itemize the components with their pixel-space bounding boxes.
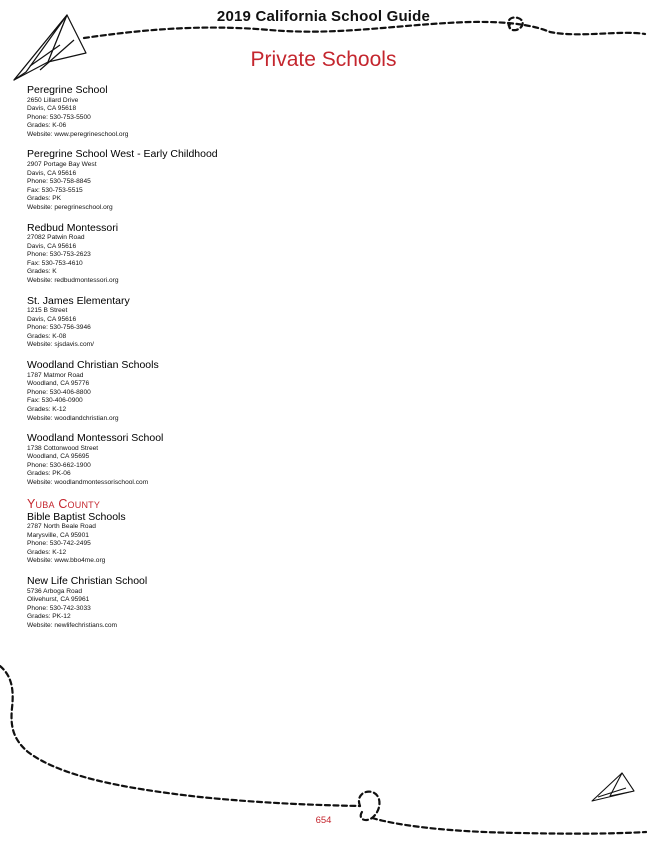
- school-detail: Grades: PK-06: [27, 470, 71, 478]
- school-listing: [27, 84, 227, 640]
- school-entry: [27, 359, 227, 423]
- school-entry: [27, 84, 227, 139]
- school-website[interactable]: Website: redbudmontessori.org: [27, 277, 119, 284]
- school-website[interactable]: Website: www.bbo4me.org: [27, 557, 106, 565]
- school-detail: Davis, CA 95616: [27, 315, 77, 323]
- school-detail: 1738 Cottonwood Street: [27, 444, 99, 452]
- school-detail: Grades: K: [27, 268, 57, 276]
- school-detail: 1787 Matmor Road: [27, 371, 84, 379]
- school-entry: [27, 148, 227, 212]
- school-entry: [27, 295, 227, 350]
- school-name: Peregrine School: [27, 84, 108, 96]
- school-detail: Davis, CA 95616: [27, 242, 77, 250]
- school-website[interactable]: Website: woodlandchristian.org: [27, 414, 119, 422]
- school-detail: 2650 Lillard Drive: [27, 96, 79, 104]
- school-name: St. James Elementary: [27, 294, 130, 307]
- county-heading: Yuba County: [27, 496, 101, 511]
- school-detail: Woodland, CA 95776: [27, 380, 90, 388]
- section-title: Private Schools: [250, 48, 397, 71]
- school-detail: Davis, CA 95616: [27, 169, 77, 177]
- page-number: 654: [315, 815, 332, 826]
- guide-title: 2019 California School Guide: [216, 8, 431, 25]
- school-detail: Davis, CA 95618: [27, 105, 77, 113]
- school-detail: 2907 Portage Bay West: [27, 160, 97, 168]
- school-name: Woodland Montessori School: [27, 432, 164, 445]
- school-name: Peregrine School West - Early Childhood: [27, 148, 218, 161]
- paper-airplane-icon: [592, 773, 634, 801]
- school-detail: Phone: 530-753-2623: [27, 251, 91, 259]
- school-detail: 27082 Patwin Road: [27, 234, 85, 242]
- school-name: New Life Christian School: [27, 575, 148, 588]
- school-name: Bible Baptist Schools: [27, 510, 126, 523]
- school-detail: Grades: K-12: [27, 548, 67, 556]
- school-website[interactable]: Website: www.peregrineschool.org: [27, 130, 129, 138]
- school-detail: Phone: 530-756-3946: [27, 324, 91, 332]
- school-detail: Grades: PK: [27, 195, 62, 203]
- school-name: Redbud Montessori: [27, 221, 119, 234]
- school-name: Woodland Christian Schools: [27, 359, 159, 372]
- school-entry: [27, 575, 227, 630]
- school-detail: Phone: 530-662-1900: [27, 461, 91, 469]
- school-entry: [27, 432, 227, 487]
- school-detail: Phone: 530-753-5500: [27, 113, 91, 121]
- school-detail: Fax: 530-753-5515: [27, 186, 83, 194]
- school-entry: [27, 511, 227, 566]
- school-detail: Olivehurst, CA 95961: [27, 596, 90, 604]
- school-detail: Phone: 530-742-2495: [27, 540, 91, 548]
- school-website[interactable]: Website: newlifechristians.com: [27, 621, 118, 629]
- school-detail: Grades: PK-12: [27, 613, 71, 621]
- school-entry: [27, 222, 227, 286]
- school-detail: 5736 Arboga Road: [27, 587, 82, 595]
- school-detail: 1215 B Street: [27, 307, 68, 315]
- school-detail: Grades: K-12: [27, 405, 67, 413]
- school-detail: Phone: 530-406-8800: [27, 388, 91, 396]
- school-detail: Phone: 530-742-3033: [27, 604, 91, 612]
- left-flight-path: [0, 666, 360, 806]
- school-detail: Fax: 530-406-0900: [27, 397, 83, 405]
- school-detail: Grades: K-08: [27, 332, 67, 340]
- school-detail: Marysville, CA 95901: [27, 531, 89, 539]
- school-website[interactable]: Website: peregrineschool.org: [27, 203, 113, 211]
- school-detail: Woodland, CA 95695: [27, 453, 90, 461]
- school-detail: Fax: 530-753-4610: [27, 259, 83, 267]
- school-detail: Phone: 530-758-8845: [27, 178, 91, 186]
- school-detail: 2787 North Beale Road: [27, 523, 96, 531]
- school-website[interactable]: Website: sjsdavis.com/: [27, 341, 94, 349]
- school-website[interactable]: Website: woodlandmontessorischool.com: [27, 479, 149, 486]
- school-detail: Grades: K-06: [27, 122, 67, 130]
